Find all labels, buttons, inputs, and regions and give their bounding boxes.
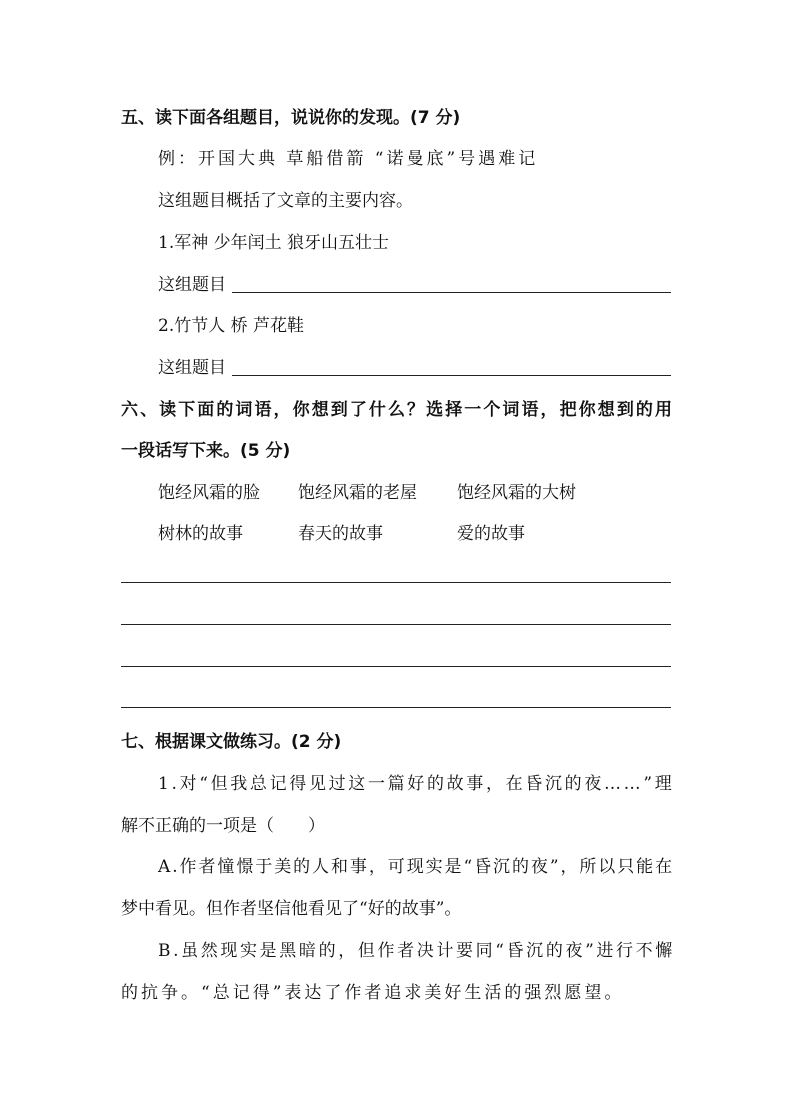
section7-option-a-line2: 梦中看见。但作者坚信他看见了“好的故事”。 [121,899,462,919]
section7-option-a-line1: A.作者憧憬于美的人和事，可现实是“昏沉的夜”，所以只能在 [158,857,675,877]
section5-item2-answer-blank[interactable] [232,375,671,376]
section5-item1-answer-blank[interactable] [232,292,671,293]
section6-word: 饱经风霜的大树 [457,483,576,503]
section7-option-b-line2: 的抗争。“总记得”表达了作者追求美好生活的强烈愿望。 [121,983,625,1003]
section5-heading: 五、读下面各组题目，说说你的发现。(7 分) [121,108,461,128]
section6-writing-line[interactable] [121,707,671,708]
section6-writing-line[interactable] [121,582,671,583]
section5-item2: 2.竹节人 桥 芦花鞋 [158,316,305,336]
section7-option-b-line1: B.虽然现实是黑暗的，但作者决计要同“昏沉的夜”进行不懈 [158,941,675,961]
section6-word: 树林的故事 [158,524,243,544]
section6-heading-line2: 一段话写下来。(5 分) [121,441,291,461]
section6-word: 饱经风霜的脸 [158,483,260,503]
section7-q1-line2: 解不正确的一项是（ ） [121,816,325,836]
section6-writing-line[interactable] [121,624,671,625]
section5-example-note: 这组题目概括了文章的主要内容。 [158,191,413,211]
section5-item1-answer-label: 这组题目 [158,275,226,295]
section6-word: 春天的故事 [298,524,383,544]
section7-heading: 七、根据课文做练习。(2 分) [121,732,342,752]
section5-item1: 1.军神 少年闰土 狼牙山五壮士 [158,233,390,253]
section5-example: 例：开国大典 草船借箭 “诺曼底”号遇难记 [158,149,539,169]
section7-q1-line1: 1.对“但我总记得见过这一篇好的故事，在昏沉的夜……”理 [158,774,675,794]
section5-item2-answer-label: 这组题目 [158,358,226,378]
section6-writing-line[interactable] [121,666,671,667]
section6-heading-line1: 六、读下面的词语，你想到了什么？选择一个词语，把你想到的用 [121,400,675,420]
section6-word: 爱的故事 [457,524,525,544]
section6-word: 饱经风霜的老屋 [298,483,417,503]
